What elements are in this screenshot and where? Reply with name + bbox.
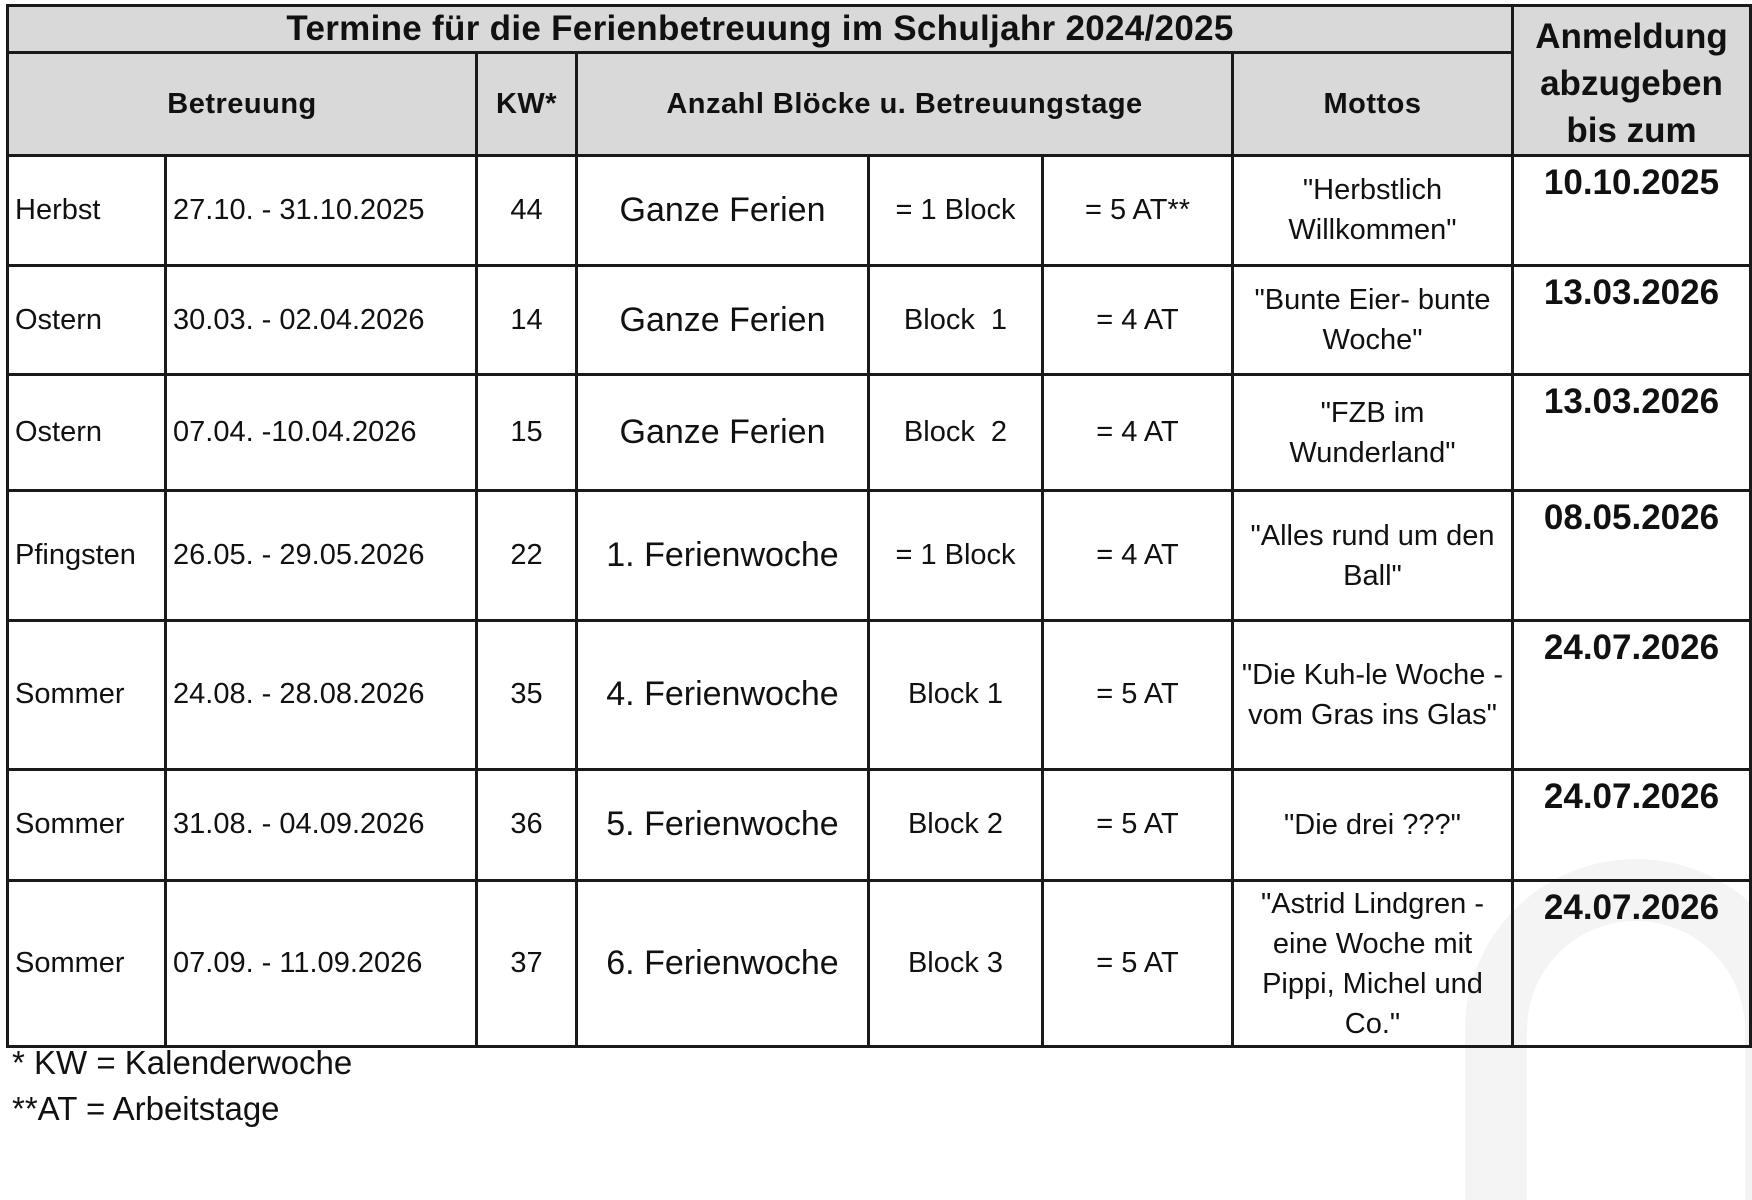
season-cell: Ostern bbox=[8, 265, 166, 375]
dates-cell: 26.05. - 29.05.2026 bbox=[166, 491, 477, 621]
season-cell: Sommer bbox=[8, 769, 166, 881]
dates-cell: 31.08. - 04.09.2026 bbox=[166, 769, 477, 881]
kw-cell: 36 bbox=[477, 769, 577, 881]
deadline-cell: 10.10.2025 bbox=[1513, 156, 1751, 266]
motto-cell bbox=[1233, 621, 1513, 769]
kw-cell: 15 bbox=[477, 375, 577, 491]
block-cell: = 1 Block bbox=[869, 491, 1043, 621]
deadline-cell: 13.03.2026 bbox=[1513, 375, 1751, 491]
header-row bbox=[8, 53, 1751, 156]
kw-cell: 44 bbox=[477, 156, 577, 266]
title-row bbox=[8, 6, 1751, 53]
umfang-cell: Ganze Ferien bbox=[577, 375, 869, 491]
season-cell: Herbst bbox=[8, 156, 166, 266]
motto-cell bbox=[1233, 265, 1513, 375]
table-row bbox=[8, 375, 1751, 491]
kw-cell: 14 bbox=[477, 265, 577, 375]
tage-cell: = 4 AT bbox=[1043, 491, 1233, 621]
umfang-cell: 1. Ferienwoche bbox=[577, 491, 869, 621]
dates-cell: 24.08. - 28.08.2026 bbox=[166, 621, 477, 769]
table-row bbox=[8, 881, 1751, 1047]
table-row bbox=[8, 769, 1751, 881]
umfang-cell: Ganze Ferien bbox=[577, 156, 869, 266]
motto-line: Co." bbox=[1344, 1007, 1401, 1040]
motto-line: Woche" bbox=[1322, 324, 1423, 357]
deadline-cell: 24.07.2026 bbox=[1513, 769, 1751, 881]
tage-cell: = 4 AT bbox=[1043, 265, 1233, 375]
header-betreuung: Betreuung bbox=[8, 53, 477, 156]
motto-line: Wunderland" bbox=[1289, 436, 1456, 469]
header-anmeldung-line: Anmeldung bbox=[1535, 17, 1728, 56]
dates-cell: 07.04. -10.04.2026 bbox=[166, 375, 477, 491]
motto-line: "FZB im bbox=[1320, 396, 1425, 429]
deadline-cell: 13.03.2026 bbox=[1513, 265, 1751, 375]
header-anmeldung-line: abzugeben bbox=[1540, 64, 1723, 103]
deadline-cell: 08.05.2026 bbox=[1513, 491, 1751, 621]
block-cell: Block 2 bbox=[869, 375, 1043, 491]
motto-line: "Die drei ???" bbox=[1284, 808, 1461, 841]
block-cell: Block 1 bbox=[869, 621, 1043, 769]
tage-cell: = 4 AT bbox=[1043, 375, 1233, 491]
header-kw: KW* bbox=[477, 53, 577, 156]
footnotes bbox=[12, 1040, 352, 1132]
deadline-cell: 24.07.2026 bbox=[1513, 881, 1751, 1047]
season-cell: Pfingsten bbox=[8, 491, 166, 621]
umfang-cell: 6. Ferienwoche bbox=[577, 881, 869, 1047]
motto-line: "Alles rund um den bbox=[1250, 519, 1495, 552]
header-anmeldung bbox=[1513, 6, 1751, 156]
block-cell: Block 1 bbox=[869, 265, 1043, 375]
motto-cell bbox=[1233, 881, 1513, 1047]
holiday-care-schedule-table bbox=[6, 4, 1752, 1048]
kw-cell: 35 bbox=[477, 621, 577, 769]
motto-line: "Bunte Eier- bunte bbox=[1254, 284, 1491, 317]
season-cell: Ostern bbox=[8, 375, 166, 491]
motto-line: "Die Kuh-le Woche - bbox=[1241, 658, 1504, 691]
header-mottos: Mottos bbox=[1233, 53, 1513, 156]
header-anzahl: Anzahl Blöcke u. Betreuungstage bbox=[577, 53, 1233, 156]
season-cell: Sommer bbox=[8, 881, 166, 1047]
block-cell: Block 2 bbox=[869, 769, 1043, 881]
table-title: Termine für die Ferienbetreuung im Schuljahr 2024/2025 bbox=[8, 6, 1513, 53]
season-cell: Sommer bbox=[8, 621, 166, 769]
table-row bbox=[8, 156, 1751, 266]
motto-line: "Astrid Lindgren - bbox=[1260, 887, 1485, 920]
motto-cell bbox=[1233, 769, 1513, 881]
motto-cell bbox=[1233, 491, 1513, 621]
table-row bbox=[8, 621, 1751, 769]
kw-cell: 22 bbox=[477, 491, 577, 621]
tage-cell: = 5 AT** bbox=[1043, 156, 1233, 266]
tage-cell: = 5 AT bbox=[1043, 881, 1233, 1047]
motto-line: Ball" bbox=[1343, 559, 1402, 592]
umfang-cell: 4. Ferienwoche bbox=[577, 621, 869, 769]
table-row bbox=[8, 491, 1751, 621]
umfang-cell: Ganze Ferien bbox=[577, 265, 869, 375]
block-cell: = 1 Block bbox=[869, 156, 1043, 266]
deadline-cell: 24.07.2026 bbox=[1513, 621, 1751, 769]
footnote-at: **AT = Arbeitstage bbox=[12, 1090, 280, 1127]
table-row bbox=[8, 265, 1751, 375]
dates-cell: 07.09. - 11.09.2026 bbox=[166, 881, 477, 1047]
kw-cell: 37 bbox=[477, 881, 577, 1047]
block-cell: Block 3 bbox=[869, 881, 1043, 1047]
motto-line: Willkommen" bbox=[1288, 214, 1457, 247]
header-anmeldung-line: bis zum bbox=[1566, 111, 1697, 150]
tage-cell: = 5 AT bbox=[1043, 621, 1233, 769]
motto-cell bbox=[1233, 156, 1513, 266]
dates-cell: 27.10. - 31.10.2025 bbox=[166, 156, 477, 266]
tage-cell: = 5 AT bbox=[1043, 769, 1233, 881]
footnote-kw: * KW = Kalenderwoche bbox=[12, 1044, 353, 1081]
umfang-cell: 5. Ferienwoche bbox=[577, 769, 869, 881]
motto-cell bbox=[1233, 375, 1513, 491]
motto-line: Pippi, Michel und bbox=[1262, 967, 1483, 1000]
motto-line: vom Gras ins Glas" bbox=[1248, 698, 1497, 731]
motto-line: eine Woche mit bbox=[1272, 927, 1473, 960]
motto-line: "Herbstlich bbox=[1302, 174, 1443, 207]
dates-cell: 30.03. - 02.04.2026 bbox=[166, 265, 477, 375]
